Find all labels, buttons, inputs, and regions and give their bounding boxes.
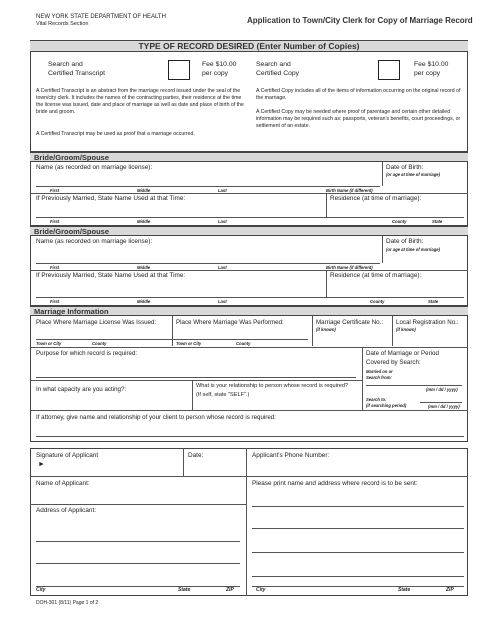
send-city-state-zip-field[interactable] (252, 586, 464, 587)
county-1: County (92, 341, 107, 346)
city-state-zip-field[interactable] (36, 586, 240, 587)
state-label-2: State (398, 587, 411, 593)
section-name: Vital Records Section (36, 21, 89, 27)
spouse1-middle2: Middle (137, 219, 151, 224)
relationship-note: (If self, state "SELF".) (196, 392, 250, 398)
place-fields[interactable] (36, 339, 308, 340)
spouse2-last: Last (218, 265, 227, 270)
signature-label: Signature of Applicant (36, 452, 99, 459)
local-reg-note: (if known) (396, 327, 416, 332)
transcript-label-1: Search and (48, 61, 83, 68)
print-instructions: Please print name and address where record is to be sent: (252, 480, 418, 487)
applicant-section (30, 448, 468, 596)
spouse2-name-label: Name (as recorded on marriage license): (36, 238, 153, 245)
form-title: Application to Town/City Clerk for Copy of Marriage Record (247, 16, 473, 25)
copy-copies-box[interactable] (378, 60, 400, 80)
town-city-1: Town or City (36, 341, 62, 346)
copy-fee-1: Fee $10.00 (414, 61, 449, 68)
spouse2-dob-label: Date of Birth: (386, 238, 424, 245)
spouse1-prev-label: If Previously Married, State Name Used at that Time: (36, 195, 186, 202)
marriage-heading: Marriage Information (30, 306, 468, 316)
search-to-field[interactable] (420, 402, 462, 403)
spouse2-name-field[interactable] (36, 263, 380, 264)
purpose-label: Purpose for which record is required: (36, 350, 138, 357)
relationship-label: What is your relationship to person whose record is required? (196, 383, 349, 389)
covered-label: Covered by Search: (366, 359, 421, 366)
spouse2-prev-label: If Previously Married, State Name Used at that Time: (36, 272, 186, 279)
spouse2-birth-name: Birth Name (if different) (326, 265, 373, 270)
spouse2-prev-field[interactable] (36, 297, 464, 298)
spouse1-prev-field[interactable] (36, 217, 464, 218)
search-from-field[interactable] (366, 385, 462, 386)
phone-label: Applicant's Phone Number: (252, 452, 330, 459)
spouse1-state: State (432, 219, 443, 224)
spouse2-last2: Last (218, 299, 227, 304)
spouse1-name-label: Name (as recorded on marriage license): (36, 164, 153, 171)
copy-label-1: Search and (256, 61, 291, 68)
spouse2-heading: Bride/Groom/Spouse (30, 226, 468, 236)
transcript-description: A Certified Transcript is an abstract from the marriage record issued under the seal of the town/city clerk. It includes the names of the contracting parties, their residence at the time the license was issued, date and place of marriage as well as date and place of birth of the bride and groom. (36, 88, 244, 115)
send-line-3[interactable] (252, 552, 464, 553)
spouse2-first2: First (50, 299, 60, 304)
transcript-copies-box[interactable] (168, 60, 190, 80)
send-line-4[interactable] (252, 576, 464, 577)
spouse1-heading: Bride/Groom/Spouse (30, 152, 468, 162)
attorney-field[interactable] (36, 436, 464, 437)
transcript-proof: A Certified Transcript may be used as proof that a marriage occurred. (36, 131, 195, 137)
copy-proof: A Certified Copy may be needed where proof of parentage and certain other detailed information may be required such as: passports, veteran's benefits, court proceedings, or settlement of an estate. (256, 109, 461, 129)
spouse1-last2: Last (218, 219, 227, 224)
applicant-name-label: Name of Applicant: (36, 480, 90, 487)
city-label-2: City (256, 587, 266, 593)
address-line-1[interactable] (36, 541, 240, 542)
copy-description: A Certified Copy includes all of the items of information occurring on the original record of the marriage. (256, 88, 461, 101)
zip-label: ZIP (226, 587, 234, 593)
transcript-label-2: Certified Transcript (48, 70, 106, 77)
applicant-address-label: Address of Applicant: (36, 507, 97, 514)
cert-no-label: Marriage Certificate No.: (316, 319, 384, 326)
spouse1-last: Last (218, 188, 227, 193)
performed-place-label: Place Where Marriage Was Performed: (176, 319, 284, 326)
agency-name: NEW YORK STATE DEPARTMENT OF HEALTH (36, 14, 166, 20)
send-line-1[interactable] (252, 506, 464, 507)
county-2: County (236, 341, 251, 346)
spouse1-county: County (392, 219, 407, 224)
copy-label-2: Certified Copy (256, 70, 300, 77)
record-type-heading: TYPE OF RECORD DESIRED (Enter Number of Copies) (30, 40, 468, 52)
spouse2-first: First (50, 265, 60, 270)
spouse1-first2: First (50, 219, 60, 224)
date-format-2: (mm / dd / yyyy) (428, 404, 460, 409)
spouse2-middle2: Middle (137, 299, 151, 304)
cert-no-note: (if known) (316, 327, 336, 332)
transcript-fee-2: per copy (202, 70, 229, 77)
spouse2-middle: Middle (137, 265, 151, 270)
spouse1-birth-name: Birth Name (if different) (326, 188, 373, 193)
capacity-label: In what capacity are you acting?: (36, 386, 127, 393)
spouse1-first: First (50, 188, 60, 193)
spouse2-residence-label: Residence (at time of marriage): (330, 272, 422, 279)
spouse2-county: County (370, 299, 385, 304)
date-format-1: (mm / dd / yyyy) (426, 387, 458, 392)
spouse1-residence-label: Residence (at time of marriage): (330, 195, 422, 202)
date-label: Date: (188, 452, 204, 459)
transcript-fee-1: Fee $10.00 (202, 61, 237, 68)
search-to: Search to: (366, 397, 387, 402)
copy-fee-2: per copy (414, 70, 441, 77)
signature-arrow-icon: ► (38, 461, 45, 468)
date-period-label: Date of Marriage or Period (366, 350, 439, 357)
license-place-label: Place Where Marriage License Was Issued: (36, 319, 157, 326)
spouse1-middle: Middle (137, 188, 151, 193)
attorney-label: If attorney, give name and relationship of your client to person whose record is required: (36, 414, 276, 421)
spouse2-dob-note: (or age at time of marriage) (386, 247, 440, 252)
send-line-2[interactable] (252, 528, 464, 529)
purpose-field[interactable] (36, 377, 356, 378)
form-number: DOH-301 (8/11) Page 1 of 2 (36, 600, 99, 606)
address-line-2[interactable] (36, 563, 240, 564)
spouse1-name-field[interactable] (36, 186, 380, 187)
married-on: Married on or (366, 369, 393, 374)
town-city-2: Town or City (176, 341, 202, 346)
local-reg-label: Local Registration No.: (396, 319, 459, 326)
state-label: State (178, 587, 191, 593)
search-to-note: (if searching period) (366, 403, 407, 408)
spouse1-dob-label: Date of Birth: (386, 164, 424, 171)
city-label: City (36, 587, 46, 593)
spouse1-dob-note: (or age at time of marriage) (386, 172, 440, 177)
search-from: Search from: (366, 375, 392, 380)
spouse2-state: State (428, 299, 439, 304)
zip-label-2: ZIP (446, 587, 454, 593)
